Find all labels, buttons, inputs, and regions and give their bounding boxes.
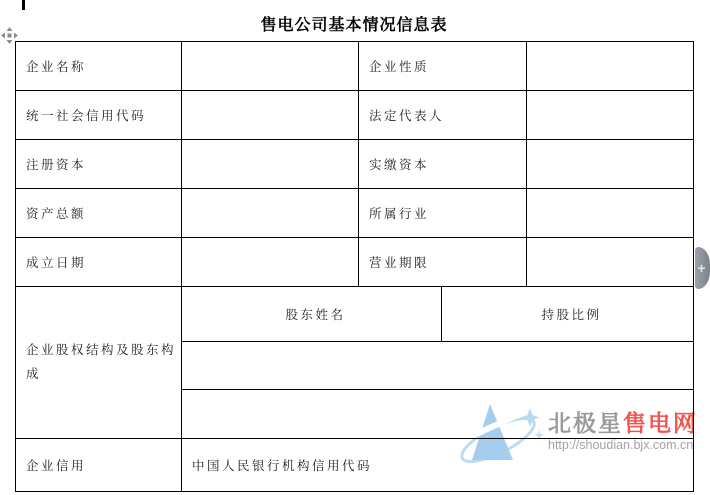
- input-business-term[interactable]: [527, 238, 694, 287]
- plus-icon: +: [697, 260, 706, 276]
- label-equity-structure: 企业股权结构及股东构成: [16, 287, 182, 439]
- label-registered-capital: 注册资本: [16, 140, 182, 189]
- table-row: [16, 189, 694, 238]
- text-caret: [22, 0, 25, 10]
- header-shareholding-ratio: 持股比例: [442, 287, 694, 342]
- table-row: [16, 140, 694, 189]
- watermark-brand-gray: 北极星: [548, 410, 623, 436]
- input-paidin-capital[interactable]: [527, 140, 694, 189]
- label-total-assets: 资产总额: [16, 189, 182, 238]
- input-founding-date[interactable]: [182, 238, 359, 287]
- input-industry[interactable]: [527, 189, 694, 238]
- header-shareholder-name: 股东姓名: [182, 287, 442, 342]
- label-credit-code: 统一社会信用代码: [16, 91, 182, 140]
- input-shareholder-row-2[interactable]: [182, 390, 694, 439]
- input-legal-rep[interactable]: [527, 91, 694, 140]
- label-industry: 所属行业: [359, 189, 527, 238]
- label-company-nature: 企业性质: [359, 42, 527, 91]
- page-title: 售电公司基本情况信息表: [260, 17, 448, 34]
- input-registered-capital[interactable]: [182, 140, 359, 189]
- value-credit-code-source: 中国人民银行机构信用代码: [182, 439, 694, 492]
- label-enterprise-credit: 企业信用: [16, 439, 182, 492]
- input-credit-code[interactable]: [182, 91, 359, 140]
- label-business-term: 营业期限: [359, 238, 527, 287]
- expand-panel-button[interactable]: [695, 247, 710, 289]
- input-total-assets[interactable]: [182, 189, 359, 238]
- input-company-name[interactable]: [182, 42, 359, 91]
- table-row: [16, 42, 694, 91]
- label-founding-date: 成立日期: [16, 238, 182, 287]
- table-row: [16, 91, 694, 140]
- input-company-nature[interactable]: [527, 42, 694, 91]
- label-legal-rep: 法定代表人: [359, 91, 527, 140]
- company-info-table: [15, 41, 694, 492]
- credit-row: [16, 439, 694, 492]
- watermark-url: http://shoudian.bjx.com.cn: [548, 438, 694, 452]
- watermark-brand-red: 售电网: [623, 410, 698, 436]
- label-paidin-capital: 实缴资本: [359, 140, 527, 189]
- shareholder-header-row: [16, 287, 694, 342]
- input-shareholder-row-1[interactable]: [182, 342, 694, 390]
- table-row: [16, 238, 694, 287]
- label-company-name: 企业名称: [16, 42, 182, 91]
